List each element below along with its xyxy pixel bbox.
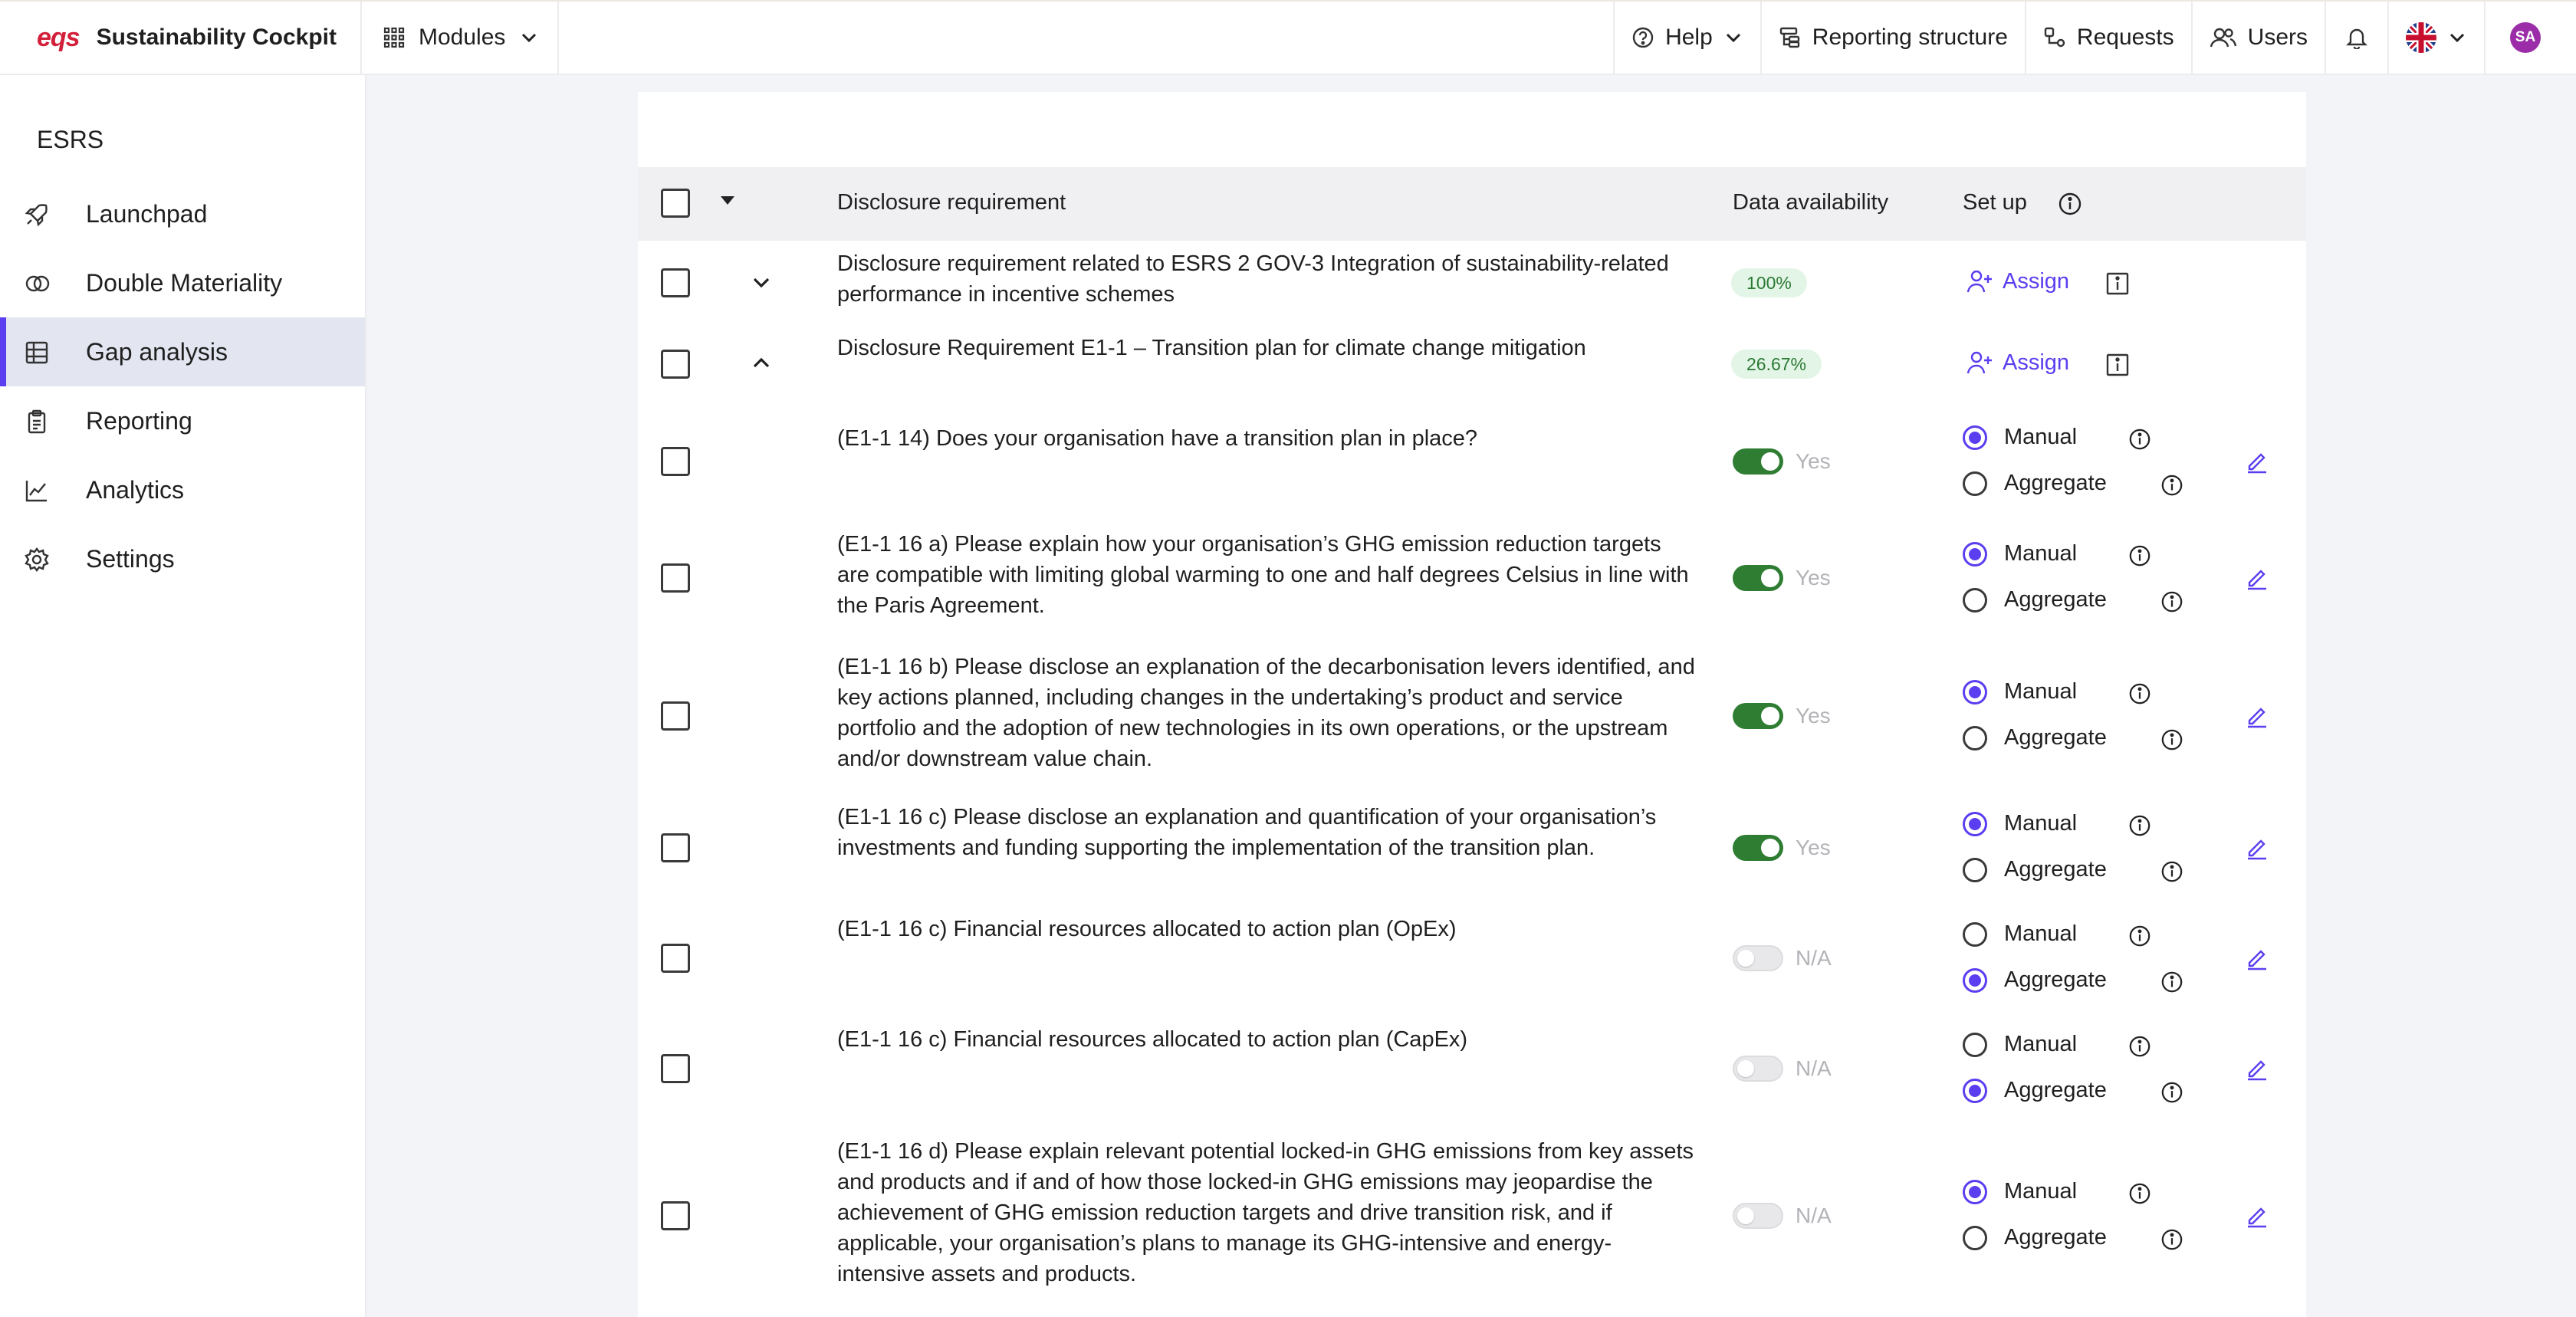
manual-label: Manual — [2004, 921, 2078, 946]
availability-toggle[interactable] — [1733, 448, 1783, 475]
help-label: Help — [1665, 25, 1713, 50]
sidebar-section-title: ESRS — [37, 126, 104, 153]
question-text: (E1-1 16 a) Please explain how your organisation’s GHG emission reduction targets are compatible with limiting global warming to one and half degrees Celsius in line with the Paris Agreement. — [837, 532, 1689, 618]
edit-pencil-icon[interactable] — [2245, 1204, 2269, 1228]
users-icon — [2210, 26, 2237, 49]
availability-badge: 100% — [1731, 268, 1807, 297]
row-checkbox[interactable] — [661, 1054, 690, 1083]
disclosure-text: Disclosure Requirement E1-1 – Transition plan for climate change mitigation — [837, 336, 1586, 360]
requests-link[interactable] — [2025, 2, 2191, 74]
question-text: (E1-1 16 c) Please disclose an explanation and quantification of your organisation’s investments and funding supporting the implementation of the transition plan. — [837, 805, 1657, 860]
column-header-setup[interactable]: Set up — [1963, 190, 2027, 215]
details-info-icon[interactable] — [2105, 353, 2130, 377]
availability-toggle[interactable] — [1733, 1056, 1783, 1082]
radio-unselected-dot — [1963, 858, 1987, 882]
table-row[interactable] — [638, 1131, 2306, 1300]
manual-radio[interactable] — [1963, 921, 2077, 947]
column-header-disclosure[interactable]: Disclosure requirement — [837, 190, 1066, 215]
radio-unselected-dot — [1963, 922, 1987, 947]
details-info-icon[interactable] — [2105, 271, 2130, 296]
table-row[interactable] — [638, 524, 2306, 632]
manual-label: Manual — [2004, 425, 2078, 449]
user-menu[interactable] — [2484, 2, 2576, 74]
edit-pencil-icon[interactable] — [2245, 946, 2269, 971]
radio-selected-dot — [1963, 812, 1987, 836]
radio-selected-dot — [1963, 1079, 1987, 1103]
edit-pencil-icon[interactable] — [2245, 449, 2269, 474]
grid-icon — [25, 340, 49, 365]
availability-toggle[interactable] — [1733, 1203, 1783, 1229]
row-checkbox[interactable] — [661, 701, 690, 731]
gear-icon — [25, 547, 49, 572]
info-icon[interactable] — [2128, 544, 2151, 567]
brand[interactable] — [0, 2, 360, 74]
info-icon[interactable] — [2160, 474, 2183, 497]
sidebar-item-label: Gap analysis — [86, 337, 228, 366]
aggregate-label: Aggregate — [2004, 471, 2107, 495]
table-row[interactable] — [638, 415, 2306, 507]
sidebar-item-analytics[interactable] — [0, 455, 365, 524]
question-text: (E1-1 14) Does your organisation have a transition plan in place? — [837, 426, 1478, 451]
info-icon[interactable] — [2160, 1228, 2183, 1251]
edit-pencil-icon[interactable] — [2245, 566, 2269, 590]
table-row-group[interactable] — [638, 324, 2306, 403]
sidebar-item-gap-analysis[interactable] — [0, 317, 365, 386]
clipboard-icon — [25, 409, 49, 434]
select-all-checkbox[interactable] — [661, 189, 690, 218]
assign-button[interactable] — [1966, 350, 2069, 376]
info-icon[interactable] — [2058, 192, 2082, 216]
question-text: (E1-1 16 d) Please explain relevant potential locked-in GHG emissions from key assets and products and if and of how those locked-in GHG emissions may jeopardise the achievement of GHG emission reduction targets and drive transition risk, and if applicable, your organisation’s plans to manage its GHG-intensive and energy-intensive assets and products. — [837, 1139, 1694, 1286]
table-row-group[interactable] — [638, 241, 2306, 324]
language-selector[interactable] — [2387, 2, 2484, 74]
availability-toggle-label: Yes — [1796, 449, 1831, 473]
availability-badge: 26.67% — [1731, 350, 1822, 379]
sidebar-item-double-materiality[interactable] — [0, 248, 365, 317]
availability-toggle-label: N/A — [1796, 1204, 1832, 1227]
hierarchy-icon — [1779, 26, 1802, 49]
info-icon[interactable] — [2160, 1081, 2183, 1104]
manual-radio[interactable] — [1963, 1032, 2077, 1057]
radio-unselected-dot — [1963, 1033, 1987, 1057]
add-user-icon — [1966, 268, 1993, 294]
top-bar — [0, 0, 2576, 75]
aggregate-radio[interactable] — [1963, 471, 2107, 496]
radio-selected-dot — [1963, 542, 1987, 567]
row-checkbox[interactable] — [661, 563, 690, 593]
row-checkbox[interactable] — [661, 944, 690, 973]
radio-unselected-dot — [1963, 726, 1987, 750]
aggregate-label: Aggregate — [2004, 1078, 2107, 1102]
manual-label: Manual — [2004, 541, 2078, 566]
info-icon[interactable] — [2128, 428, 2151, 451]
table-row[interactable] — [638, 647, 2306, 785]
bell-icon — [2346, 26, 2367, 49]
table-header — [638, 167, 2306, 241]
availability-toggle[interactable] — [1733, 703, 1783, 729]
manual-label: Manual — [2004, 1032, 2078, 1056]
availability-toggle-label: Yes — [1796, 704, 1831, 727]
modules-menu[interactable] — [360, 2, 559, 74]
aggregate-radio[interactable] — [1963, 587, 2107, 613]
assign-label: Assign — [2003, 268, 2070, 294]
sidebar — [0, 75, 366, 1317]
sidebar-item-label: Double Materiality — [86, 268, 283, 297]
row-checkbox[interactable] — [661, 350, 690, 379]
chevron-down-icon — [1723, 28, 1743, 48]
requests-label: Requests — [2076, 25, 2174, 50]
availability-toggle-label: Yes — [1796, 836, 1831, 859]
table-row[interactable] — [638, 802, 2306, 894]
apps-grid-icon — [383, 27, 405, 48]
radio-unselected-dot — [1963, 588, 1987, 613]
info-icon[interactable] — [2128, 814, 2151, 837]
manual-radio[interactable] — [1963, 541, 2077, 567]
help-menu[interactable] — [1613, 2, 1760, 74]
info-icon[interactable] — [2160, 860, 2183, 883]
row-checkbox[interactable] — [661, 1201, 690, 1230]
aggregate-radio[interactable] — [1963, 1078, 2107, 1103]
radio-selected-dot — [1963, 968, 1987, 993]
manual-radio[interactable] — [1963, 425, 2077, 450]
info-icon[interactable] — [2128, 682, 2151, 705]
aggregate-label: Aggregate — [2004, 857, 2107, 882]
table-row[interactable] — [638, 1023, 2306, 1115]
edit-pencil-icon[interactable] — [2245, 1056, 2269, 1081]
assign-label: Assign — [2003, 350, 2070, 375]
aggregate-label: Aggregate — [2004, 587, 2107, 612]
users-link[interactable] — [2191, 2, 2325, 74]
help-circle-icon — [1631, 26, 1654, 49]
add-user-icon — [1966, 350, 1993, 376]
edit-pencil-icon[interactable] — [2245, 704, 2269, 728]
availability-toggle[interactable] — [1733, 945, 1783, 971]
availability-toggle-label: N/A — [1796, 1056, 1832, 1080]
aggregate-label: Aggregate — [2004, 1225, 2107, 1250]
radio-unselected-dot — [1963, 1226, 1987, 1250]
info-icon[interactable] — [2160, 590, 2183, 613]
eqs-logo: eqs — [37, 22, 80, 52]
reporting-structure-label: Reporting structure — [1812, 25, 2008, 50]
users-label: Users — [2247, 25, 2308, 50]
gap-analysis-panel — [638, 92, 2306, 1317]
row-checkbox[interactable] — [661, 447, 690, 476]
info-icon[interactable] — [2128, 1182, 2151, 1205]
question-text: (E1-1 16 c) Financial resources allocated to action plan (OpEx) — [837, 917, 1457, 941]
aggregate-radio[interactable] — [1963, 725, 2107, 750]
info-icon[interactable] — [2128, 1035, 2151, 1058]
sidebar-item-launchpad[interactable] — [0, 179, 365, 248]
manual-label: Manual — [2004, 1179, 2078, 1204]
chevron-down-icon[interactable] — [751, 273, 771, 293]
app-title: Sustainability Cockpit — [96, 25, 337, 50]
sort-caret-down-icon[interactable] — [719, 195, 736, 207]
chevron-down-icon — [2447, 28, 2467, 48]
info-icon[interactable] — [2160, 971, 2183, 993]
question-text: (E1-1 16 b) Please disclose an explanation of the decarbonisation levers identified, and key actions planned, including changes in the undertaking’s product and service portfolio and the adoption of new technologies in its own operations, or the upstream and/or downstream value chain. — [837, 655, 1695, 771]
sidebar-item-reporting[interactable] — [0, 386, 365, 455]
aggregate-label: Aggregate — [2004, 967, 2107, 992]
question-text: (E1-1 16 c) Financial resources allocated to action plan (CapEx) — [837, 1027, 1468, 1052]
uk-flag-icon — [2406, 22, 2436, 53]
sidebar-item-label: Launchpad — [86, 199, 208, 228]
row-checkbox[interactable] — [661, 268, 690, 297]
requests-icon — [2043, 26, 2066, 49]
chevron-down-icon — [519, 28, 539, 48]
table-row[interactable] — [638, 912, 2306, 1004]
radio-unselected-dot — [1963, 471, 1987, 496]
double-circle-icon — [25, 271, 49, 296]
reporting-structure-link[interactable] — [1760, 2, 2025, 74]
chart-line-icon — [25, 478, 49, 503]
column-header-availability[interactable]: Data availability — [1733, 190, 1889, 215]
info-icon[interactable] — [2160, 728, 2183, 751]
availability-toggle[interactable] — [1733, 565, 1783, 591]
assign-button[interactable] — [1966, 268, 2069, 294]
aggregate-radio[interactable] — [1963, 857, 2107, 882]
info-icon[interactable] — [2128, 925, 2151, 948]
manual-radio[interactable] — [1963, 1179, 2077, 1204]
availability-toggle-label: Yes — [1796, 566, 1831, 590]
manual-label: Manual — [2004, 679, 2078, 704]
row-checkbox[interactable] — [661, 833, 690, 862]
aggregate-radio[interactable] — [1963, 1225, 2107, 1250]
notifications-button[interactable] — [2325, 2, 2387, 74]
sidebar-item-label: Reporting — [86, 406, 192, 435]
disclosure-text: Disclosure requirement related to ESRS 2 GOV-3 Integration of sustainability-related performance in incentive schemes — [837, 251, 1669, 307]
edit-pencil-icon[interactable] — [2245, 836, 2269, 860]
radio-selected-dot — [1963, 425, 1987, 450]
aggregate-radio[interactable] — [1963, 967, 2107, 993]
availability-toggle-label: N/A — [1796, 946, 1832, 970]
avatar: SA — [2510, 22, 2541, 53]
manual-label: Manual — [2004, 811, 2078, 836]
modules-label: Modules — [419, 25, 506, 50]
manual-radio[interactable] — [1963, 811, 2077, 836]
radio-selected-dot — [1963, 1180, 1987, 1204]
availability-toggle[interactable] — [1733, 835, 1783, 861]
rocket-icon — [25, 202, 49, 227]
radio-selected-dot — [1963, 680, 1987, 704]
chevron-up-icon[interactable] — [751, 353, 771, 373]
sidebar-item-label: Analytics — [86, 475, 185, 504]
manual-radio[interactable] — [1963, 679, 2077, 704]
sidebar-item-settings[interactable] — [0, 524, 365, 593]
sidebar-item-label: Settings — [86, 544, 175, 573]
aggregate-label: Aggregate — [2004, 725, 2107, 750]
